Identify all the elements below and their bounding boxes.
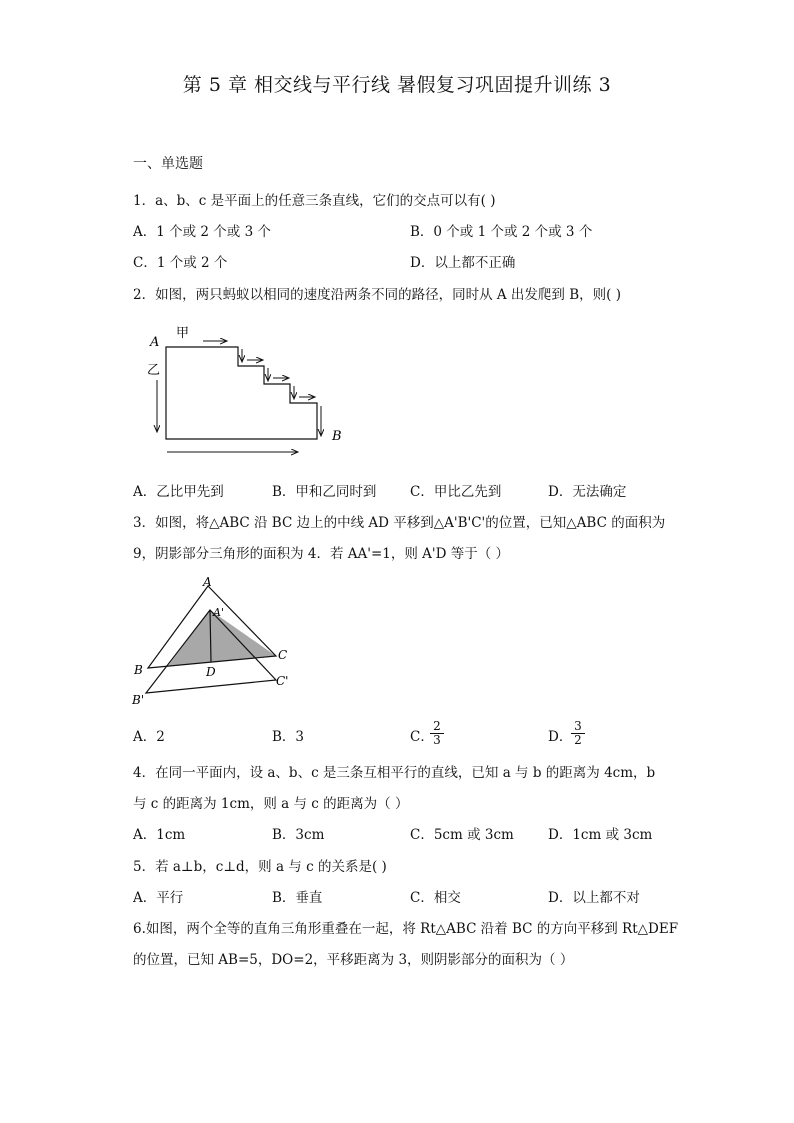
label-b-prime: B'	[132, 693, 145, 707]
label-a-prime: A'	[213, 606, 224, 619]
q5-option-c: C．相交	[410, 890, 461, 906]
q3-option-d-fraction	[571, 720, 585, 747]
q3-d-denominator: 2	[574, 733, 582, 747]
q1-option-c: C．1 个或 2 个	[133, 255, 228, 271]
section-heading: 一、单选题	[133, 156, 203, 172]
q2-option-a: A．乙比甲先到	[133, 484, 224, 500]
label-c: C	[278, 648, 288, 662]
q3-option-d-prefix: D．	[548, 729, 573, 745]
q1-option-d: D．以上都不正确	[410, 255, 516, 271]
q2-option-c: C．甲比乙先到	[410, 484, 502, 500]
q5-option-d: D．以上都不对	[548, 890, 640, 906]
q2-stem: 2．如图，两只蚂蚁以相同的速度沿两条不同的路径，同时从 A 出发爬到 B，则( )	[133, 287, 621, 303]
q6-stem-line2: 的位置，已知 AB=5，DO=2，平移距离为 3，则阴影部分的面积为（ ）	[133, 952, 574, 968]
q3-c-numerator: 2	[430, 720, 444, 734]
q6-stem-line1: 6.如图，两个全等的直角三角形重叠在一起，将 Rt△ABC 沿着 BC 的方向平移到 Rt△DEF	[133, 921, 679, 937]
q4-option-b: B．3cm	[272, 827, 325, 843]
jia-label: 甲	[176, 326, 190, 341]
q5-option-b: B．垂直	[272, 890, 323, 906]
q2-option-b: B．甲和乙同时到	[272, 484, 377, 500]
q4-stem-line1: 4．在同一平面内，设 a、b、c 是三条互相平行的直线，已知 a 与 b 的距离为 4cm，b	[133, 765, 656, 781]
q3-stem-line1: 3．如图，将△ABC 沿 BC 边上的中线 AD 平移到△A'B'C'的位置，已知△ABC 的面积为	[133, 515, 666, 531]
label-d: D	[206, 665, 216, 679]
q3-d-numerator: 3	[571, 720, 585, 734]
q5-stem: 5．若 a⊥b，c⊥d，则 a 与 c 的关系是( )	[133, 859, 387, 875]
q4-stem-line2: 与 c 的距离为 1cm，则 a 与 c 的距离为（ ）	[133, 796, 409, 812]
q3-option-c-fraction	[430, 720, 444, 747]
q3-option-b: B．3	[272, 729, 305, 745]
q4-option-d: D．1cm 或 3cm	[548, 827, 653, 843]
q3-triangle-figure	[128, 572, 298, 714]
point-b-label: B	[332, 429, 342, 444]
q5-option-a: A．平行	[133, 890, 184, 906]
q1-option-b: B．0 个或 1 个或 2 个或 3 个	[410, 224, 593, 240]
q4-option-c: C．5cm 或 3cm	[410, 827, 514, 843]
q2-staircase-figure	[140, 320, 360, 465]
q3-option-a: A．2	[133, 729, 165, 745]
q3-stem-line2: 9，阴影部分三角形的面积为 4．若 AA'=1，则 A'D 等于（ ）	[133, 546, 510, 562]
label-c-prime: C'	[276, 674, 289, 688]
q3-c-denominator: 3	[433, 733, 441, 747]
label-b: B	[134, 663, 143, 677]
yi-label: 乙	[147, 363, 161, 378]
q3-option-c-prefix: C．	[410, 729, 434, 745]
page-title: 第 5 章 相交线与平行线 暑假复习巩固提升训练 3	[182, 74, 612, 96]
q2-option-d: D．无法确定	[548, 484, 627, 500]
point-a-label: A	[150, 335, 160, 350]
q1-stem: 1．a、b、c 是平面上的任意三条直线，它们的交点可以有( )	[133, 193, 496, 209]
label-a: A	[203, 575, 212, 589]
q4-option-a: A．1cm	[133, 827, 186, 843]
q1-option-a: A．1 个或 2 个或 3 个	[133, 224, 271, 240]
